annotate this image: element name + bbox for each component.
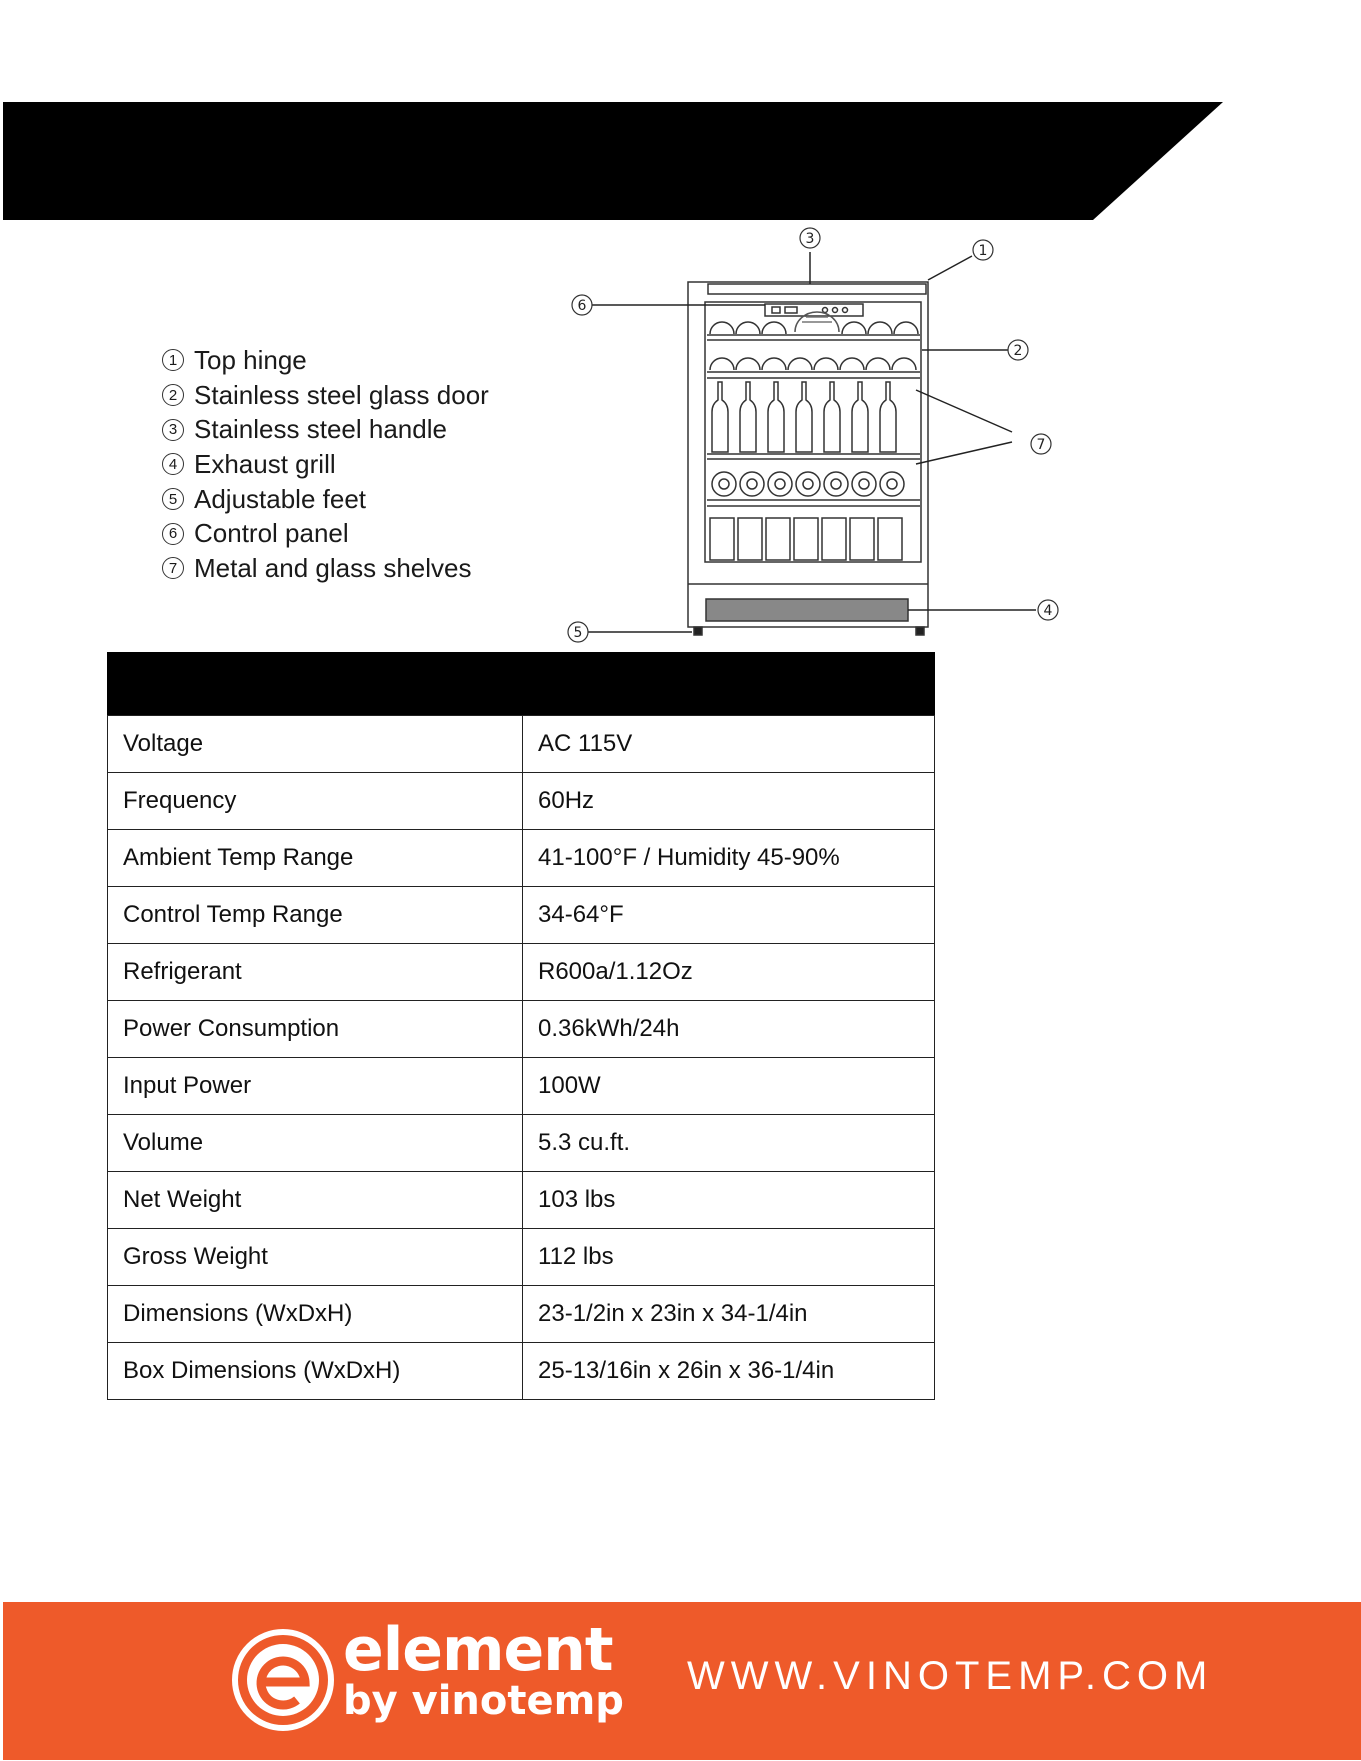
spec-label: Gross Weight [108,1229,523,1286]
spec-label: Box Dimensions (WxDxH) [108,1343,523,1400]
svg-text:6: 6 [577,298,587,314]
spec-value: 41-100°F / Humidity 45-90% [523,830,935,887]
svg-text:7: 7 [1036,437,1046,453]
parts-list-item [162,516,489,551]
diagram-callout [568,622,588,642]
spec-value: 23-1/2in x 23in x 34-1/4in [523,1286,935,1343]
spec-value: 0.36kWh/24h [523,1001,935,1058]
parts-list-item [162,551,489,586]
spec-label: Net Weight [108,1172,523,1229]
element-logo-icon [231,1628,335,1732]
part-number-badge: 2 [162,384,184,406]
table-row [108,1058,935,1115]
parts-list-item [162,378,489,413]
spec-value: 25-13/16in x 26in x 36-1/4in [523,1343,935,1400]
part-label: Adjustable feet [194,483,367,514]
parts-list-item [162,412,489,447]
diagram-callout [1008,340,1028,360]
spec-label: Input Power [108,1058,523,1115]
spec-value: 5.3 cu.ft. [523,1115,935,1172]
brand-wordmark [343,1615,624,1724]
spec-value: 112 lbs [523,1229,935,1286]
part-number-badge: 1 [162,349,184,371]
part-label: Stainless steel glass door [194,379,489,410]
spec-label: Power Consumption [108,1001,523,1058]
part-label: Top hinge [194,344,307,375]
table-row [108,944,935,1001]
table-row [108,1172,935,1229]
table-row [108,830,935,887]
header-banner [3,102,1223,220]
spec-value: AC 115V [523,716,935,773]
svg-text:3: 3 [805,231,815,247]
parts-list-item [162,447,489,482]
svg-text:1: 1 [978,243,988,259]
fridge-illustration [688,282,928,635]
spec-value: 103 lbs [523,1172,935,1229]
footer-bar [3,1602,1361,1760]
svg-text:5: 5 [573,625,583,641]
diagram-callout [1038,600,1058,620]
part-number-badge: 6 [162,523,184,545]
part-label: Exhaust grill [194,448,336,479]
spec-table [107,715,935,1400]
spec-value: 100W [523,1058,935,1115]
table-row [108,1001,935,1058]
website-url[interactable]: WWW.VINOTEMP.COM [687,1654,1214,1698]
part-number-badge: 3 [162,419,184,441]
brand-tagline: by vinotemp [343,1678,624,1724]
diagram-callout [800,228,820,248]
svg-text:4: 4 [1043,603,1053,619]
diagram-callout [973,240,993,260]
table-row [108,1286,935,1343]
spec-label: Dimensions (WxDxH) [108,1286,523,1343]
spec-label: Volume [108,1115,523,1172]
table-row [108,887,935,944]
table-row [108,1115,935,1172]
table-row [108,716,935,773]
part-number-badge: 5 [162,488,184,510]
parts-list-item [162,343,489,378]
spec-value: 60Hz [523,773,935,830]
svg-text:2: 2 [1013,343,1023,359]
spec-label: Frequency [108,773,523,830]
table-row [108,1229,935,1286]
parts-list [162,343,489,586]
spec-table-header [107,652,935,716]
spec-value: R600a/1.12Oz [523,944,935,1001]
part-label: Control panel [194,518,349,549]
diagram-callout [1031,434,1051,454]
fridge-diagram [560,222,1080,647]
table-row [108,1343,935,1400]
part-label: Stainless steel handle [194,414,447,445]
part-number-badge: 7 [162,557,184,579]
part-number-badge: 4 [162,453,184,475]
spec-label: Voltage [108,716,523,773]
spec-label: Ambient Temp Range [108,830,523,887]
spec-label: Control Temp Range [108,887,523,944]
part-label: Metal and glass shelves [194,552,472,583]
spec-label: Refrigerant [108,944,523,1001]
table-row [108,773,935,830]
parts-list-item [162,482,489,517]
brand-name: element [343,1615,613,1685]
diagram-callout [572,295,592,315]
spec-value: 34-64°F [523,887,935,944]
